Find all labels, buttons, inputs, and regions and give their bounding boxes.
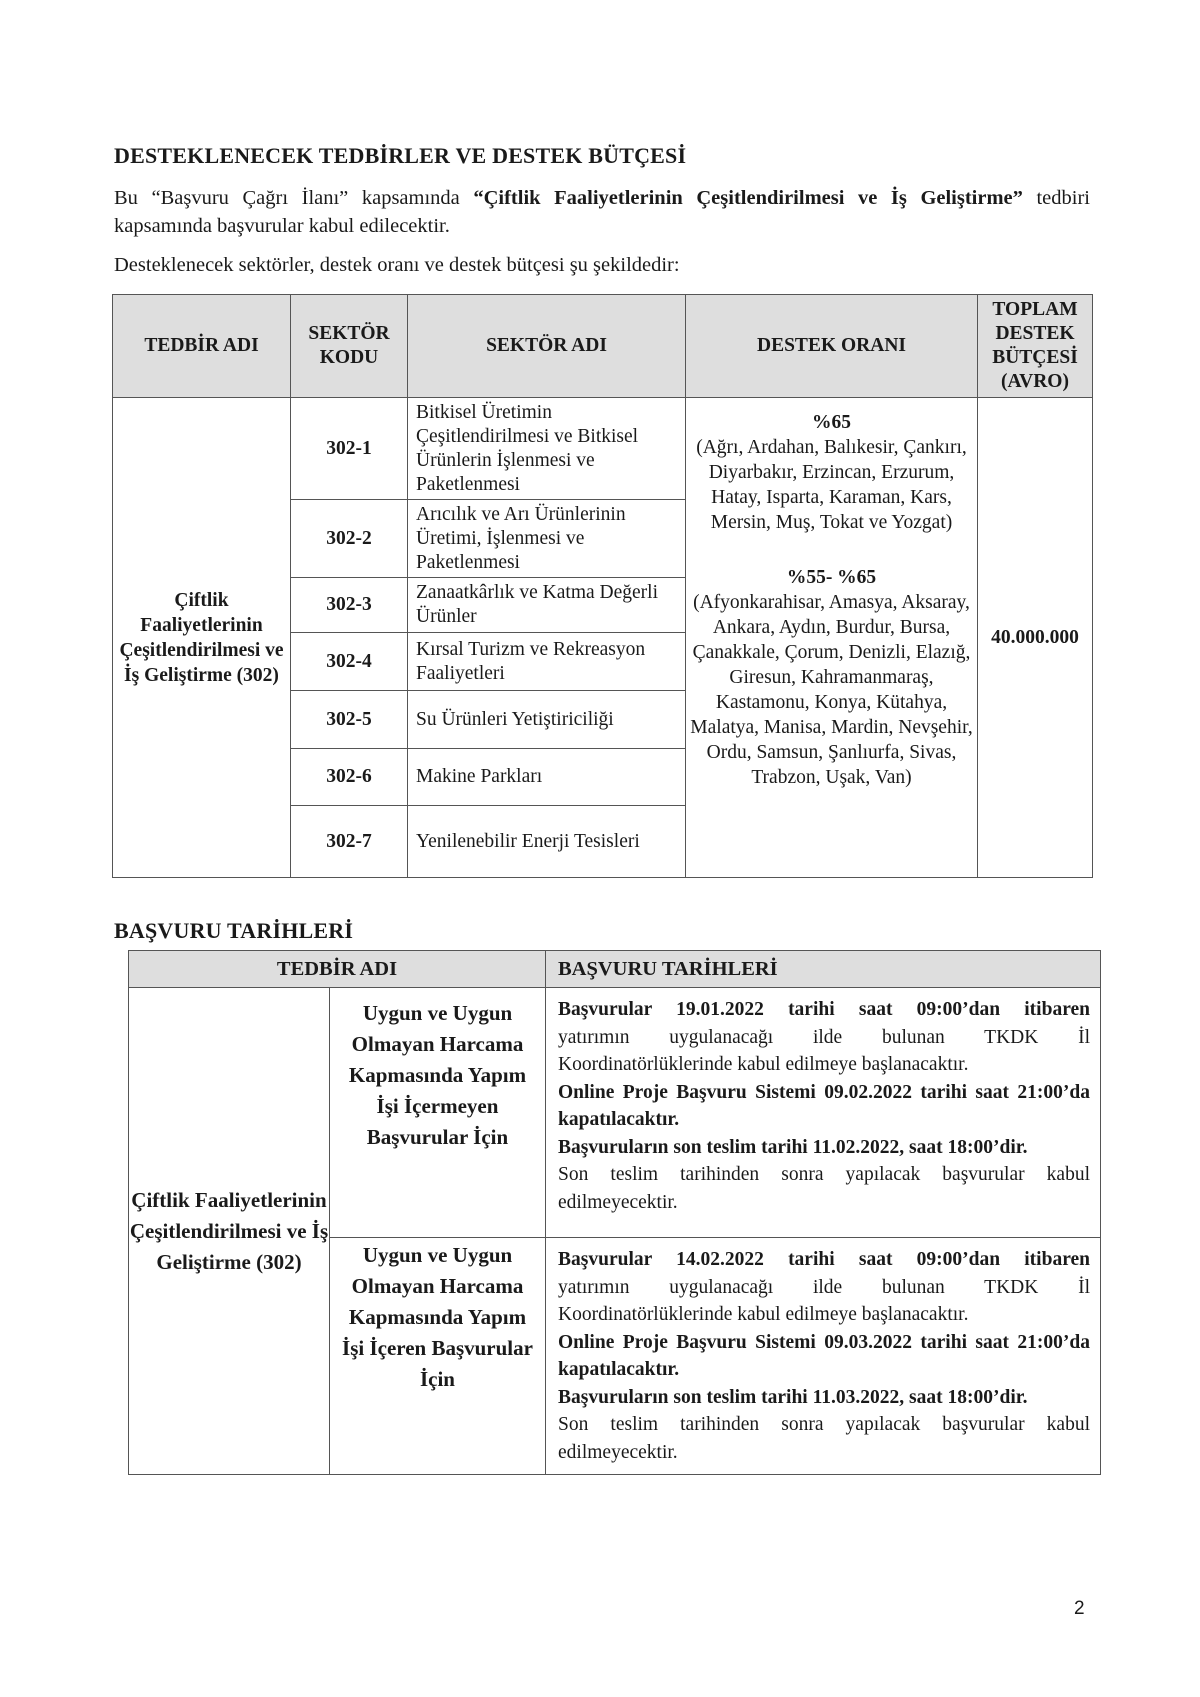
deadline: Başvuruların son teslim tarihi 11.03.2022, saat 18:00’dir. bbox=[558, 1386, 1028, 1408]
deadline: Başvuruların son teslim tarihi 11.02.2022, saat 18:00’dir. bbox=[558, 1136, 1028, 1158]
sector-code: 302-1 bbox=[291, 398, 408, 500]
header-measure-name: TEDBİR ADI bbox=[129, 951, 546, 988]
application-group-label: Uygun ve Uygun Olmayan Harcama Kapmasında Yapım İşi İçermeyen Başvurular İçin bbox=[330, 988, 546, 1238]
spacer bbox=[686, 535, 977, 565]
late-note: Son teslim tarihinden sonra yapılacak başvurular kabul edilmeyecektir. bbox=[558, 1414, 1090, 1463]
start-date-detail: yatırımın uygulanacağı ilde bulunan TKDK İl Koordinatörlüklerinde kabul edilmeye başlanacaktır. bbox=[558, 1276, 1090, 1325]
header-sector-code: SEKTÖR KODU bbox=[291, 295, 408, 398]
sector-code: 302-5 bbox=[291, 691, 408, 749]
sector-code: 302-7 bbox=[291, 806, 408, 878]
header-application-dates: BAŞVURU TARİHLERİ bbox=[546, 951, 1101, 988]
header-total-budget: TOPLAM DESTEK BÜTÇESİ (AVRO) bbox=[978, 295, 1093, 398]
rate-55-65-provinces: (Afyonkarahisar, Amasya, Aksaray, Ankara, Aydın, Burdur, Bursa, Çanakkale, Çorum, Denizli, Elazığ, Giresun, Kahramanmaraş, Kastamonu, Konya, Kütahya, Malatya, Manisa, Mardin, Nevşehir, Ordu, Samsun, Şanlıurfa, Sivas, Trabzon, Uşak, Van) bbox=[690, 592, 973, 788]
application-group-label: Uygun ve Uygun Olmayan Harcama Kapmasında Yapım İşi İçeren Başvurular İçin bbox=[330, 1238, 546, 1475]
table-header-row bbox=[129, 951, 1101, 988]
table-header-row bbox=[113, 295, 1093, 398]
table-row bbox=[113, 398, 1093, 500]
header-support-rate: DESTEK ORANI bbox=[686, 295, 978, 398]
total-budget-value: 40.000.000 bbox=[978, 398, 1093, 878]
header-measure-name: TEDBİR ADI bbox=[113, 295, 291, 398]
sector-code: 302-3 bbox=[291, 578, 408, 633]
online-close-date: Online Proje Başvuru Sistemi 09.02.2022 tarihi saat 21:00’da kapatılacaktır. bbox=[558, 1081, 1090, 1130]
table-row bbox=[129, 988, 1101, 1238]
application-dates-cell bbox=[546, 1238, 1101, 1475]
intro-measure-name: “Çiftlik Faaliyetlerinin Çeşitlendirilmesi ve İş Geliştirme” bbox=[473, 187, 1023, 209]
sector-code: 302-4 bbox=[291, 633, 408, 691]
rate-65-provinces: (Ağrı, Ardahan, Balıkesir, Çankırı, Diyarbakır, Erzincan, Erzurum, Hatay, Isparta, Karaman, Kars, Mersin, Muş, Tokat ve Yozgat) bbox=[696, 437, 967, 533]
online-close-date: Online Proje Başvuru Sistemi 09.03.2022 tarihi saat 21:00’da kapatılacaktır. bbox=[558, 1331, 1090, 1380]
measure-name-cell: Çiftlik Faaliyetlerinin Çeşitlendirilmesi ve İş Geliştirme (302) bbox=[129, 988, 330, 1475]
start-date: Başvurular 19.01.2022 tarihi saat 09:00’dan itibaren bbox=[558, 999, 1090, 1020]
measures-table bbox=[112, 294, 1093, 878]
sector-name: Kırsal Turizm ve Rekreasyon Faaliyetleri bbox=[408, 633, 686, 691]
rate-55-65-heading: %55- %65 bbox=[786, 567, 877, 588]
page-number: 2 bbox=[1074, 1598, 1085, 1619]
intro-prefix: Bu “Başvuru Çağrı İlanı” kapsamında bbox=[114, 187, 474, 209]
sector-name: Yenilenebilir Enerji Tesisleri bbox=[408, 806, 686, 878]
application-dates-cell bbox=[546, 988, 1101, 1238]
measure-name-cell: Çiftlik Faaliyetlerinin Çeşitlendirilmesi ve İş Geliştirme (302) bbox=[113, 398, 291, 878]
application-dates-table bbox=[128, 950, 1101, 1475]
section-title-measures: DESTEKLENECEK TEDBİRLER VE DESTEK BÜTÇESİ bbox=[114, 143, 687, 168]
support-rate-cell bbox=[686, 398, 978, 878]
rate-65-heading: %65 bbox=[812, 412, 851, 433]
sector-code: 302-2 bbox=[291, 500, 408, 578]
start-date-detail: yatırımın uygulanacağı ilde bulunan TKDK İl Koordinatörlüklerinde kabul edilmeye başlanacaktır. bbox=[558, 1026, 1090, 1075]
section-title-dates: BAŞVURU TARİHLERİ bbox=[114, 918, 354, 943]
intro-suffix: tedbiri kapsamında başvurular kabul edilecektir. bbox=[114, 187, 1090, 237]
header-sector-name: SEKTÖR ADI bbox=[408, 295, 686, 398]
sector-name: Arıcılık ve Arı Ürünlerinin Üretimi, İşlenmesi ve Paketlenmesi bbox=[408, 500, 686, 578]
sector-name: Zanaatkârlık ve Katma Değerli Ürünler bbox=[408, 578, 686, 633]
late-note: Son teslim tarihinden sonra yapılacak başvurular kabul edilmeyecektir. bbox=[558, 1164, 1090, 1213]
intro-paragraph-2: Desteklenecek sektörler, destek oranı ve destek bütçesi şu şekildedir: bbox=[114, 254, 680, 276]
sector-name: Makine Parkları bbox=[408, 749, 686, 806]
start-date: Başvurular 14.02.2022 tarihi saat 09:00’dan itibaren bbox=[558, 1249, 1090, 1270]
sector-code: 302-6 bbox=[291, 749, 408, 806]
intro-paragraph bbox=[114, 184, 1090, 240]
sector-name: Su Ürünleri Yetiştiriciliği bbox=[408, 691, 686, 749]
sector-name: Bitkisel Üretimin Çeşitlendirilmesi ve Bitkisel Ürünlerin İşlenmesi ve Paketlenmesi bbox=[408, 398, 686, 500]
